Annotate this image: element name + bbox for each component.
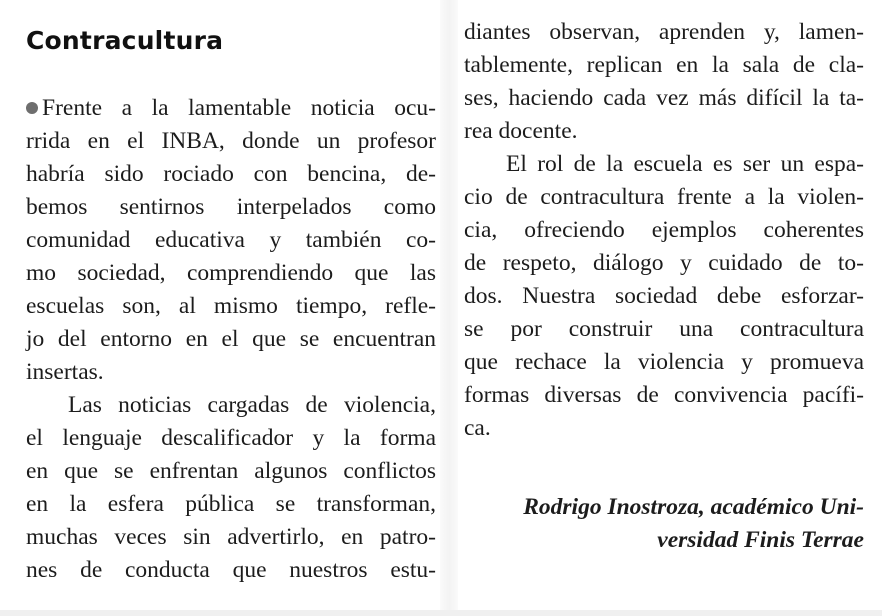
text-line: en la esfera pública se transforman, [26,491,436,517]
text-line: nes de conducta que nuestros estu- [26,557,436,583]
text-line: en que se enfrentan algunos conflictos [26,458,436,484]
left-column [26,92,436,587]
column-gutter [440,0,458,616]
text-line: formas diversas de convivencia pacífi- [464,382,864,408]
text-line: cio de contracultura frente a la violen- [464,184,864,210]
text-line: tablemente, replican en la sala de cla- [464,52,864,78]
text-line: diantes observan, aprenden y, lamen- [464,19,864,45]
bullet-icon [26,102,38,114]
text-line: mo sociedad, comprendiendo que las [26,260,436,286]
text-line: insertas. [26,359,104,385]
text-line: Frente a la lamentable noticia ocu- [26,92,436,125]
text-line: ses, haciendo cada vez más difícil la ta- [464,85,864,111]
text-line: ca. [464,415,491,441]
text-line: cia, ofreciendo ejemplos coherentes [464,217,864,243]
signature-line: Rodrigo Inostroza, académico Uni- [523,494,864,520]
page-bottom-edge [0,610,882,616]
text-line: muchas veces sin advertirlo, en patro- [26,524,436,550]
text-line: se por construir una contracultura [464,316,864,342]
text-line: comunidad educativa y también co- [26,227,436,253]
text-line: El rol de la escuela es ser un espa- [506,151,864,177]
text-line: habría sido rociado con bencina, de- [26,161,436,187]
headline: Contracultura [26,26,224,55]
text-line: rrida en el INBA, donde un profesor [26,128,436,154]
signature-line: versidad Finis Terrae [657,527,864,553]
right-column [464,16,864,557]
text-line: rea docente. [464,118,578,144]
text-line: el lenguaje descalificador y la forma [26,425,436,451]
text-line: jo del entorno en el que se encuentran [26,326,436,352]
text-line: escuelas son, al mismo tiempo, refle- [26,293,436,319]
text-line: que rechace la violencia y promueva [464,349,864,375]
text-line: Las noticias cargadas de violencia, [68,392,436,418]
text-line: de respeto, diálogo y cuidado de to- [464,250,864,276]
text-line: bemos sentirnos interpelados como [26,194,436,220]
text-line: dos. Nuestra sociedad debe esforzar- [464,283,864,309]
